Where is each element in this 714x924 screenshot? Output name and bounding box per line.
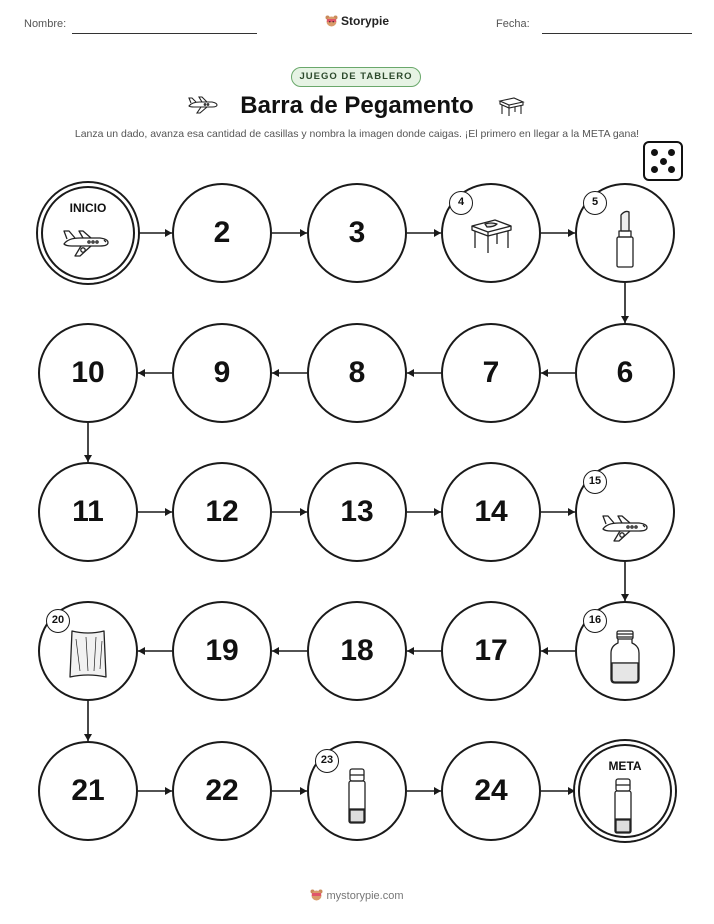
arrowhead <box>407 369 414 377</box>
cell-number-badge: 4 <box>449 191 473 215</box>
cell-number: 10 <box>71 356 105 389</box>
cell-number: 2 <box>213 216 231 249</box>
arrowhead <box>407 647 414 655</box>
board-cell-23 <box>307 741 407 841</box>
board-cell-16 <box>575 601 675 701</box>
airplane-icon <box>599 512 651 549</box>
name-label: Nombre: <box>24 18 67 30</box>
cell-number: 7 <box>482 356 500 389</box>
arrowhead <box>434 508 441 516</box>
cell-number: 14 <box>474 495 508 528</box>
footer-url: mystorypie.com <box>326 890 404 902</box>
cell-number-badge: 20 <box>46 609 70 633</box>
airplane-icon <box>60 227 112 264</box>
arrowhead <box>541 647 548 655</box>
game-type-badge: JUEGO DE TABLERO <box>291 67 421 87</box>
board-cell-6 <box>575 323 675 423</box>
board-cell-19 <box>172 601 272 701</box>
cell-number: 24 <box>474 774 508 807</box>
board-cell-13 <box>307 462 407 562</box>
board-cell-24 <box>441 741 541 841</box>
glue-stick-icon <box>613 777 633 840</box>
arrowhead <box>568 508 575 516</box>
cell-number: 8 <box>348 356 366 389</box>
board-cell-15 <box>575 462 675 562</box>
arrowhead <box>272 369 279 377</box>
board-cell-3 <box>307 183 407 283</box>
board-cell-17 <box>441 601 541 701</box>
cell-number: 17 <box>474 634 508 667</box>
cell-number: 9 <box>213 356 231 389</box>
board-cell-5 <box>575 183 675 283</box>
board-cell-12 <box>172 462 272 562</box>
cell-number-badge: 15 <box>583 470 607 494</box>
arrowhead <box>300 229 307 237</box>
cell-number: 18 <box>340 634 374 667</box>
board-cell-11 <box>38 462 138 562</box>
board-cell-14 <box>441 462 541 562</box>
arrowhead <box>621 316 629 323</box>
arrowhead <box>300 508 307 516</box>
cell-number: 13 <box>340 495 374 528</box>
glue-bottle-icon <box>608 629 642 690</box>
board-cell-22 <box>172 741 272 841</box>
cell-number: 3 <box>348 216 366 249</box>
arrowhead <box>138 369 145 377</box>
board-cell-21 <box>38 741 138 841</box>
arrowhead <box>84 455 92 462</box>
start-cell <box>38 183 138 283</box>
finish-cell <box>575 741 675 841</box>
cell-number: 22 <box>205 774 239 807</box>
arrowhead <box>300 787 307 795</box>
lipstick-icon <box>614 209 636 274</box>
bear-logo-icon <box>310 889 323 901</box>
start-label: INICIO <box>69 201 107 215</box>
arrowhead <box>138 647 145 655</box>
table-icon <box>467 215 515 260</box>
board-cell-18 <box>307 601 407 701</box>
page-title: Barra de Pegamento <box>240 92 474 119</box>
board-cell-10 <box>38 323 138 423</box>
arrowhead <box>434 229 441 237</box>
arrowhead <box>621 594 629 601</box>
board-cell-20 <box>38 601 138 701</box>
arrowhead <box>272 647 279 655</box>
arrowhead <box>568 229 575 237</box>
glue-stick-icon <box>347 767 367 830</box>
board-cell-9 <box>172 323 272 423</box>
board-cell-8 <box>307 323 407 423</box>
board-cell-4 <box>441 183 541 283</box>
cell-number: 12 <box>205 495 239 528</box>
arrowhead <box>541 369 548 377</box>
date-label: Fecha: <box>496 18 530 30</box>
arrowhead <box>165 229 172 237</box>
footer <box>0 889 714 902</box>
board-cell-2 <box>172 183 272 283</box>
cell-number-badge: 5 <box>583 191 607 215</box>
cell-number-badge: 16 <box>583 609 607 633</box>
cell-number: 21 <box>71 774 105 807</box>
instructions: Lanza un dado, avanza esa cantidad de casillas y nombra la imagen donde caigas. ¡El primero en llegar a la META gana! <box>74 128 640 140</box>
board-cell-7 <box>441 323 541 423</box>
cell-number: 11 <box>72 495 104 528</box>
arrowhead <box>84 734 92 741</box>
arrowhead <box>165 508 172 516</box>
arrowhead <box>165 787 172 795</box>
cell-number-badge: 23 <box>315 749 339 773</box>
arrowhead <box>568 787 575 795</box>
finish-label: META <box>608 759 642 773</box>
plastic-bag-icon <box>66 627 110 686</box>
cell-number: 6 <box>616 356 634 389</box>
cell-number: 19 <box>205 634 239 667</box>
arrowhead <box>434 787 441 795</box>
brand-name: Storypie <box>340 14 389 28</box>
